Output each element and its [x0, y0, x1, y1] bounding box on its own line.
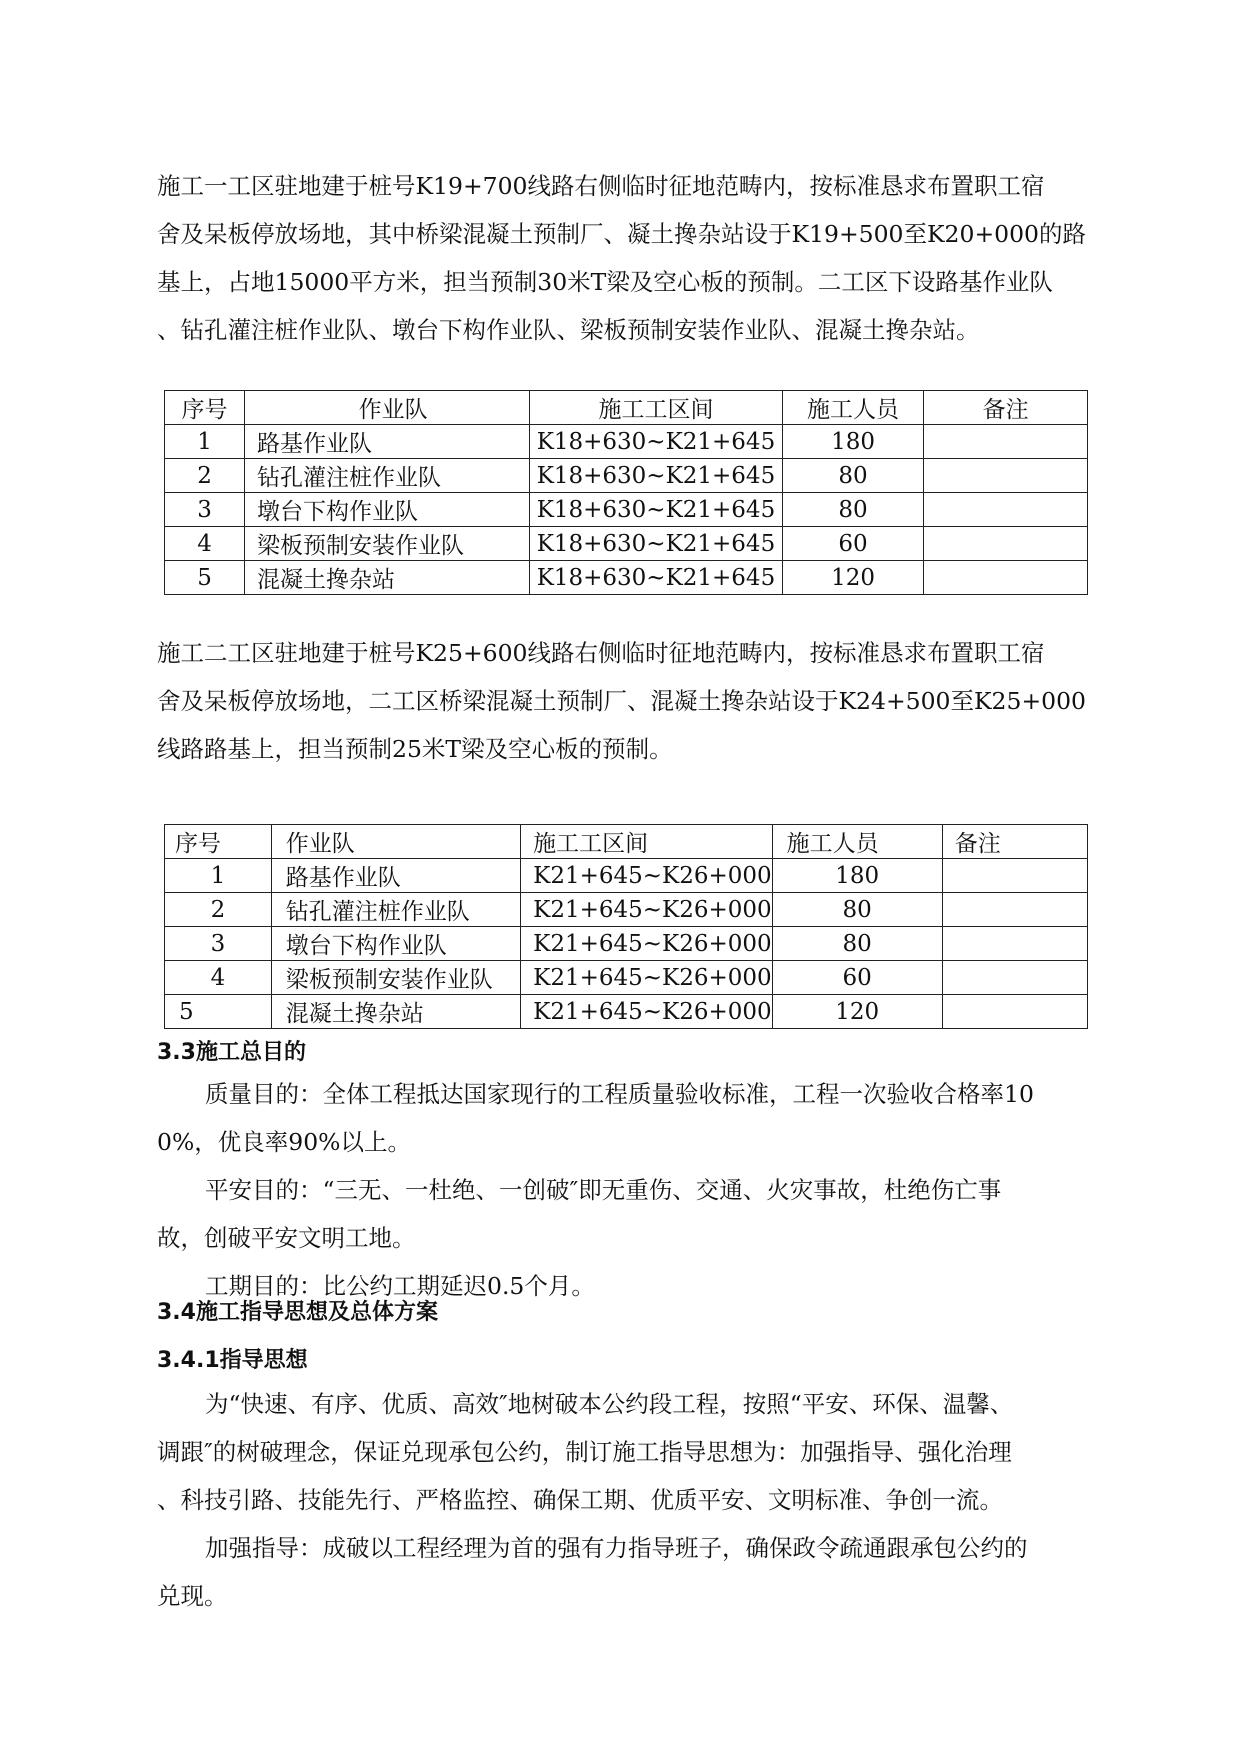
table-row: [165, 927, 1088, 961]
text-line: 0%，优良率90%以上。: [157, 1128, 412, 1156]
cell-section: K18+630~K21+645: [530, 459, 783, 493]
heading-3-3: 3.3施工总目的: [157, 1040, 306, 1065]
cell-no: 3: [165, 493, 245, 527]
cell-remarks: [924, 459, 1088, 493]
table-row: [165, 459, 1088, 493]
work-team-table-1: [164, 390, 1088, 595]
paragraph-work-area-1: [157, 162, 1087, 354]
cell-team: 路基作业队: [271, 859, 520, 893]
table-row: [165, 893, 1088, 927]
cell-no: 1: [165, 425, 245, 459]
text-line: 质量目的：全体工程抵达国家现行的工程质量验收标准，工程一次验收合格率10: [205, 1080, 1034, 1108]
cell-section: K21+645~K26+000: [521, 961, 773, 995]
text-line: 加强指导：成破以工程经理为首的强有力指导班子，确保政令疏通跟承包公约的: [205, 1534, 1028, 1562]
cell-staff: 80: [772, 893, 942, 927]
header-cell-staff: 施工人员: [782, 391, 924, 425]
cell-remarks: [942, 927, 1087, 961]
cell-section: K21+645~K26+000: [521, 893, 773, 927]
table-row: [165, 493, 1088, 527]
cell-remarks: [942, 859, 1087, 893]
text-line: 舍及呆板停放场地，其中桥梁混凝土预制厂、凝土搀杂站设于K19+500至K20+000的路: [157, 220, 1087, 248]
text-line: 舍及呆板停放场地，二工区桥梁混凝土预制厂、混凝土搀杂站设于K24+500至K25+000: [157, 687, 1087, 715]
cell-section: K18+630~K21+645: [530, 527, 783, 561]
cell-staff: 60: [772, 961, 942, 995]
heading-3-4-1: 3.4.1指导思想: [157, 1348, 308, 1373]
cell-staff: 80: [782, 459, 924, 493]
cell-team: 混凝土搀杂站: [271, 995, 520, 1029]
table-header-row: [165, 825, 1088, 859]
table-row: [165, 425, 1088, 459]
header-cell-section: 施工工区间: [521, 825, 773, 859]
cell-team: 梁板预制安装作业队: [245, 527, 530, 561]
paragraph-work-area-2: [157, 629, 1087, 773]
text-line: 基上，占地15000平方米，担当预制30米T梁及空心板的预制。二工区下设路基作业队: [157, 268, 1053, 296]
cell-section: K18+630~K21+645: [530, 493, 783, 527]
text-line: 、钻孔灌注桩作业队、墩台下构作业队、梁板预制安装作业队、混凝土搀杂站。: [157, 316, 980, 344]
table-row: [165, 995, 1088, 1029]
paragraph-goals: [157, 1070, 1087, 1310]
cell-no: 4: [165, 961, 272, 995]
text-line: 施工二工区驻地建于桩号K25+600线路右侧临时征地范畴内，按标准恳求布置职工宿: [157, 639, 1045, 667]
cell-team: 钻孔灌注桩作业队: [245, 459, 530, 493]
cell-remarks: [942, 995, 1087, 1029]
cell-remarks: [924, 527, 1088, 561]
cell-section: K18+630~K21+645: [530, 425, 783, 459]
text-line: 工期目的：比公约工期延迟0.5个月。: [205, 1272, 595, 1300]
cell-section: K18+630~K21+645: [530, 561, 783, 595]
text-line: 线路路基上，担当预制25米T梁及空心板的预制。: [157, 735, 673, 763]
cell-team: 墩台下构作业队: [245, 493, 530, 527]
table-row: [165, 561, 1088, 595]
work-team-table-2: [164, 824, 1088, 1029]
cell-staff: 80: [772, 927, 942, 961]
cell-section: K21+645~K26+000: [521, 995, 773, 1029]
cell-no: 4: [165, 527, 245, 561]
text-line: 为“快速、有序、优质、高效″地树破本公约段工程，按照“平安、环保、温馨、: [205, 1390, 1014, 1418]
cell-staff: 60: [782, 527, 924, 561]
header-cell-no: 序号: [165, 391, 245, 425]
text-line: 平安目的：“三无、一杜绝、一创破″即无重伤、交通、火灾事故，杜绝伤亡事: [205, 1176, 1002, 1204]
paragraph-guiding-ideology: [157, 1380, 1087, 1620]
header-cell-remarks: 备注: [924, 391, 1088, 425]
table-row: [165, 527, 1088, 561]
cell-remarks: [924, 493, 1088, 527]
cell-section: K21+645~K26+000: [521, 927, 773, 961]
cell-no: 1: [165, 859, 272, 893]
header-cell-staff: 施工人员: [772, 825, 942, 859]
header-cell-remarks: 备注: [942, 825, 1087, 859]
header-cell-team: 作业队: [271, 825, 520, 859]
text-line: 调跟″的树破理念，保证兑现承包公约，制订施工指导思想为：加强指导、强化治理: [157, 1438, 1012, 1466]
table-header-row: [165, 391, 1088, 425]
cell-section: K21+645~K26+000: [521, 859, 773, 893]
text-line: 兑现。: [157, 1582, 228, 1610]
cell-remarks: [942, 893, 1087, 927]
header-cell-team: 作业队: [245, 391, 530, 425]
cell-remarks: [942, 961, 1087, 995]
cell-no: 2: [165, 459, 245, 493]
cell-team: 墩台下构作业队: [271, 927, 520, 961]
cell-staff: 180: [772, 859, 942, 893]
header-cell-section: 施工工区间: [530, 391, 783, 425]
text-line: 、科技引路、技能先行、严格监控、确保工期、优质平安、文明标准、争创一流。: [157, 1486, 1003, 1514]
cell-staff: 120: [772, 995, 942, 1029]
cell-team: 梁板预制安装作业队: [271, 961, 520, 995]
table-row: [165, 961, 1088, 995]
cell-team: 混凝土搀杂站: [245, 561, 530, 595]
cell-remarks: [924, 561, 1088, 595]
table-row: [165, 859, 1088, 893]
cell-staff: 180: [782, 425, 924, 459]
cell-team: 路基作业队: [245, 425, 530, 459]
cell-staff: 120: [782, 561, 924, 595]
cell-team: 钻孔灌注桩作业队: [271, 893, 520, 927]
heading-3-4: 3.4施工指导思想及总体方案: [157, 1300, 438, 1325]
header-cell-no: 序号: [165, 825, 272, 859]
cell-no: 3: [165, 927, 272, 961]
text-line: 故，创破平安文明工地。: [157, 1224, 416, 1252]
text-line: 施工一工区驻地建于桩号K19+700线路右侧临时征地范畴内，按标准恳求布置职工宿: [157, 172, 1045, 200]
cell-no: 5: [165, 995, 272, 1029]
cell-staff: 80: [782, 493, 924, 527]
cell-no: 2: [165, 893, 272, 927]
cell-no: 5: [165, 561, 245, 595]
cell-remarks: [924, 425, 1088, 459]
